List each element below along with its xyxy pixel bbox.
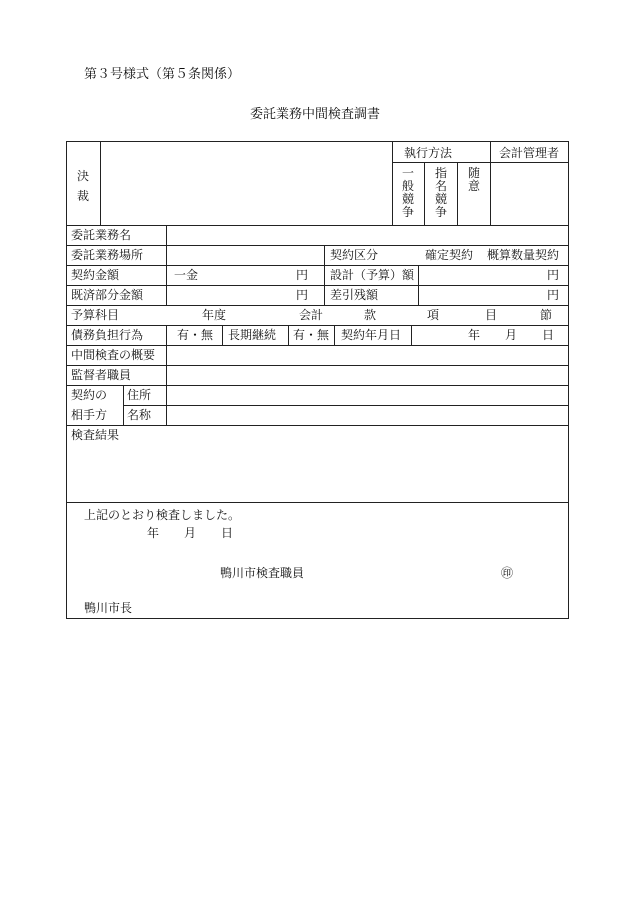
row-line — [67, 385, 569, 386]
result-label: 検査結果 — [71, 428, 120, 442]
contract-estimate: 概算数量契約 — [487, 248, 560, 262]
kan-label: 款 — [364, 308, 377, 322]
counterparty-divider — [123, 385, 124, 425]
debt-yes-no: 有・無 — [177, 328, 214, 342]
row-line — [67, 425, 569, 426]
cert-month: 月 — [184, 526, 197, 540]
mid-col-divider — [324, 245, 325, 305]
seal-mark: ㊞ — [501, 566, 514, 580]
cert-day: 日 — [221, 526, 234, 540]
counterparty-label-2: 相手方 — [71, 408, 108, 422]
inspector-label: 鴨川市検査職員 — [220, 566, 305, 580]
debt-col-divider — [411, 325, 412, 345]
row-line — [67, 245, 569, 246]
label-col-divider — [166, 325, 167, 425]
account-label: 会計 — [299, 308, 324, 322]
yen-unit: 円 — [296, 288, 309, 302]
setsu-label: 節 — [540, 308, 553, 322]
yen-unit: 円 — [547, 268, 560, 282]
long-term-yes-no: 有・無 — [293, 328, 330, 342]
yen-unit: 円 — [296, 268, 309, 282]
row-line — [67, 502, 569, 503]
cert-year: 年 — [147, 526, 160, 540]
address-label: 住所 — [127, 388, 152, 402]
debt-col-divider — [222, 325, 223, 345]
row-line — [67, 365, 569, 366]
approval-manager-divider — [490, 142, 491, 225]
accounting-manager-label: 会計管理者 — [499, 146, 560, 160]
contract-date-label: 契約年月日 — [341, 328, 402, 342]
budget-item-label: 予算科目 — [71, 308, 120, 322]
approval-label-divider — [100, 142, 101, 225]
debt-col-divider — [288, 325, 289, 345]
row-line — [67, 345, 569, 346]
debt-act-label: 債務負担行為 — [71, 328, 144, 342]
business-place-label: 委託業務場所 — [71, 248, 144, 262]
balance-label: 差引残額 — [330, 288, 379, 302]
method-negotiated: 随意 — [467, 166, 480, 193]
document-title: 委託業務中間検査調書 — [249, 107, 380, 122]
contract-date-month: 月 — [505, 328, 518, 342]
mayor-label: 鴨川市長 — [84, 601, 133, 615]
row-line — [67, 225, 569, 226]
yen-unit: 円 — [547, 288, 560, 302]
row-line — [67, 325, 569, 326]
debt-col-divider — [334, 325, 335, 345]
design-budget-label: 設計（予算）額 — [330, 268, 415, 282]
label-col-divider — [166, 225, 167, 305]
row-line — [67, 265, 569, 266]
contract-amount-label: 契約金額 — [71, 268, 120, 282]
row-line — [67, 305, 569, 306]
contract-date-year: 年 — [468, 328, 481, 342]
business-name-label: 委託業務名 — [71, 228, 132, 242]
contract-date-day: 日 — [542, 328, 555, 342]
long-term-label: 長期継続 — [228, 328, 277, 342]
paid-amount-label: 既済部分金額 — [71, 288, 144, 302]
approval-label: 決 裁 — [76, 169, 89, 203]
method-designated: 指名競争 — [434, 166, 447, 219]
amount-col-divider — [418, 265, 419, 305]
kou-label: 項 — [427, 308, 440, 322]
fiscal-year-label: 年度 — [202, 308, 227, 322]
method-col-2 — [457, 162, 458, 225]
name-label: 名称 — [127, 408, 152, 422]
contract-fixed: 確定契約 — [425, 248, 474, 262]
counterparty-label-1: 契約の — [71, 388, 108, 402]
approval-method-divider — [392, 142, 393, 225]
supervisor-label: 監督者職員 — [71, 368, 132, 382]
exec-method-label: 執行方法 — [404, 146, 453, 160]
certification-statement: 上記のとおり検査しました。 — [84, 508, 241, 522]
moku-label: 目 — [485, 308, 498, 322]
method-col-1 — [424, 162, 425, 225]
method-general: 一般競争 — [401, 166, 414, 219]
approval-header-line — [392, 162, 569, 163]
form-number: 第３号様式（第５条関係） — [84, 67, 241, 82]
midterm-summary-label: 中間検査の概要 — [71, 348, 156, 362]
contract-type-label: 契約区分 — [330, 248, 379, 262]
row-line — [123, 405, 569, 406]
inspection-form — [66, 141, 569, 619]
row-line — [67, 285, 569, 286]
ichikin-label: 一金 — [174, 268, 199, 282]
